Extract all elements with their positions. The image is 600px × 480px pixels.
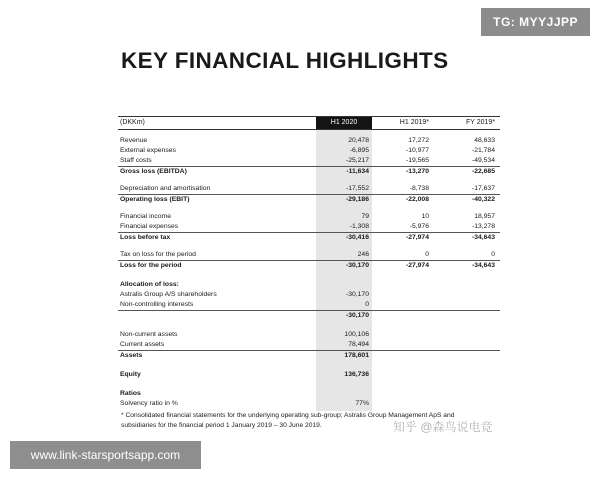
table-row (118, 250, 500, 260)
table-row (118, 340, 500, 350)
value-h1-2020: 246 (357, 251, 369, 258)
value-h1-2020: -1,308 (349, 223, 369, 230)
value-h1-2020: 20,478 (348, 137, 369, 144)
value-h1-2020: -11,634 (346, 168, 369, 175)
value-h1-2019: 10 (421, 213, 429, 220)
value-h1-2020: 100,106 (344, 331, 369, 338)
row-label: Operating loss (EBIT) (120, 196, 190, 203)
table-row (118, 184, 500, 194)
row-label: Tax on loss for the period (120, 251, 196, 258)
value-h1-2019: -19,565 (405, 157, 429, 164)
row-label: Gross loss (EBITDA) (120, 168, 187, 175)
section-gap (118, 321, 500, 330)
row-label: Non-controlling interests (120, 301, 194, 308)
value-h1-2019: -27,974 (405, 234, 429, 241)
value-fy-2019: 0 (491, 251, 495, 258)
row-label: Loss for the period (120, 262, 182, 269)
row-label: Depreciation and amortisation (120, 185, 211, 192)
table-row (118, 166, 500, 177)
section-gap (118, 380, 500, 389)
row-label: Financial expenses (120, 223, 179, 230)
table-row (118, 136, 500, 146)
financial-table (118, 112, 500, 409)
section-gap (118, 271, 500, 280)
value-h1-2019: -22,008 (405, 196, 429, 203)
value-h1-2019: 17,272 (408, 137, 429, 144)
section-gap (118, 243, 500, 250)
table-row (118, 232, 500, 243)
section-gap (118, 177, 500, 184)
value-h1-2019: -27,974 (405, 262, 429, 269)
value-fy-2019: 48,633 (474, 137, 495, 144)
value-h1-2020: -30,170 (345, 262, 369, 269)
value-h1-2020: -29,186 (345, 196, 369, 203)
value-h1-2020: -25,217 (345, 157, 369, 164)
row-label: Current assets (120, 341, 165, 348)
value-h1-2020: 77% (355, 400, 369, 407)
value-fy-2019: -40,322 (471, 196, 495, 203)
row-label: Staff costs (120, 157, 152, 164)
value-fy-2019: -34,643 (471, 262, 495, 269)
value-h1-2020: -30,170 (345, 291, 369, 298)
table-row (118, 290, 500, 300)
value-h1-2020: -30,416 (345, 234, 369, 241)
table-row (118, 194, 500, 205)
table-row (118, 330, 500, 340)
header-h1-2019: H1 2019* (399, 119, 429, 126)
value-fy-2019: -34,643 (471, 234, 495, 241)
value-h1-2020: -6,895 (349, 147, 369, 154)
table-row (118, 310, 500, 321)
footnote: * Consolidated financial statements for the underlying operating sub-group; Astralis Group Management ApS and subsidiaries for the financial period 1 January 2019 – 30 June 2019. (121, 412, 455, 429)
row-label: Loss before tax (120, 234, 171, 241)
table-row (118, 280, 500, 290)
row-label: Ratios (120, 390, 141, 397)
row-label: Astralis Group A/S shareholders (120, 291, 217, 298)
table-row (118, 370, 500, 380)
value-h1-2020: -17,552 (345, 185, 369, 192)
header-unit: (DKKm) (120, 119, 145, 126)
table-body (118, 130, 500, 409)
row-label: Assets (120, 352, 143, 359)
value-h1-2020: 136,736 (344, 371, 369, 378)
row-label: Allocation of loss: (120, 281, 179, 288)
table-row (118, 350, 500, 361)
value-fy-2019: 18,957 (474, 213, 495, 220)
section-gap (118, 205, 500, 212)
value-fy-2019: -49,534 (471, 157, 495, 164)
value-h1-2020: 0 (365, 301, 369, 308)
table-row (118, 260, 500, 271)
row-label: Solvency ratio in % (120, 400, 178, 407)
zhihu-watermark: 知乎 @森鸟说电竞 (393, 420, 493, 434)
table-row (118, 146, 500, 156)
page-title: KEY FINANCIAL HIGHLIGHTS (121, 48, 449, 73)
table-header (118, 116, 500, 130)
table-row (118, 300, 500, 310)
row-label: Non-current assets (120, 331, 178, 338)
table-row (118, 222, 500, 232)
row-label: External expenses (120, 147, 176, 154)
row-label: Revenue (120, 137, 148, 144)
table-row (118, 389, 500, 399)
value-fy-2019: -22,685 (471, 168, 495, 175)
value-h1-2019: 0 (425, 251, 429, 258)
value-fy-2019: -21,784 (471, 147, 495, 154)
telegram-badge: TG: MYYJJPP (481, 8, 590, 36)
row-label: Financial income (120, 213, 171, 220)
value-fy-2019: -13,278 (471, 223, 495, 230)
header-h1-2020: H1 2020 (316, 117, 372, 129)
table-row (118, 212, 500, 222)
website-link-bar[interactable]: www.link-starsportsapp.com (10, 441, 201, 469)
value-h1-2020: -30,170 (345, 312, 369, 319)
value-h1-2020: 79 (361, 213, 369, 220)
row-label: Equity (120, 371, 141, 378)
value-h1-2019: -5,976 (409, 223, 429, 230)
table-row (118, 399, 500, 409)
value-h1-2020: 178,601 (344, 352, 369, 359)
section-gap (118, 361, 500, 370)
table-row (118, 156, 500, 166)
value-h1-2019: -8,738 (409, 185, 429, 192)
header-fy-2019: FY 2019* (465, 119, 495, 126)
value-fy-2019: -17,637 (471, 185, 495, 192)
value-h1-2019: -13,270 (405, 168, 429, 175)
value-h1-2019: -10,977 (405, 147, 429, 154)
value-h1-2020: 78,494 (348, 341, 369, 348)
